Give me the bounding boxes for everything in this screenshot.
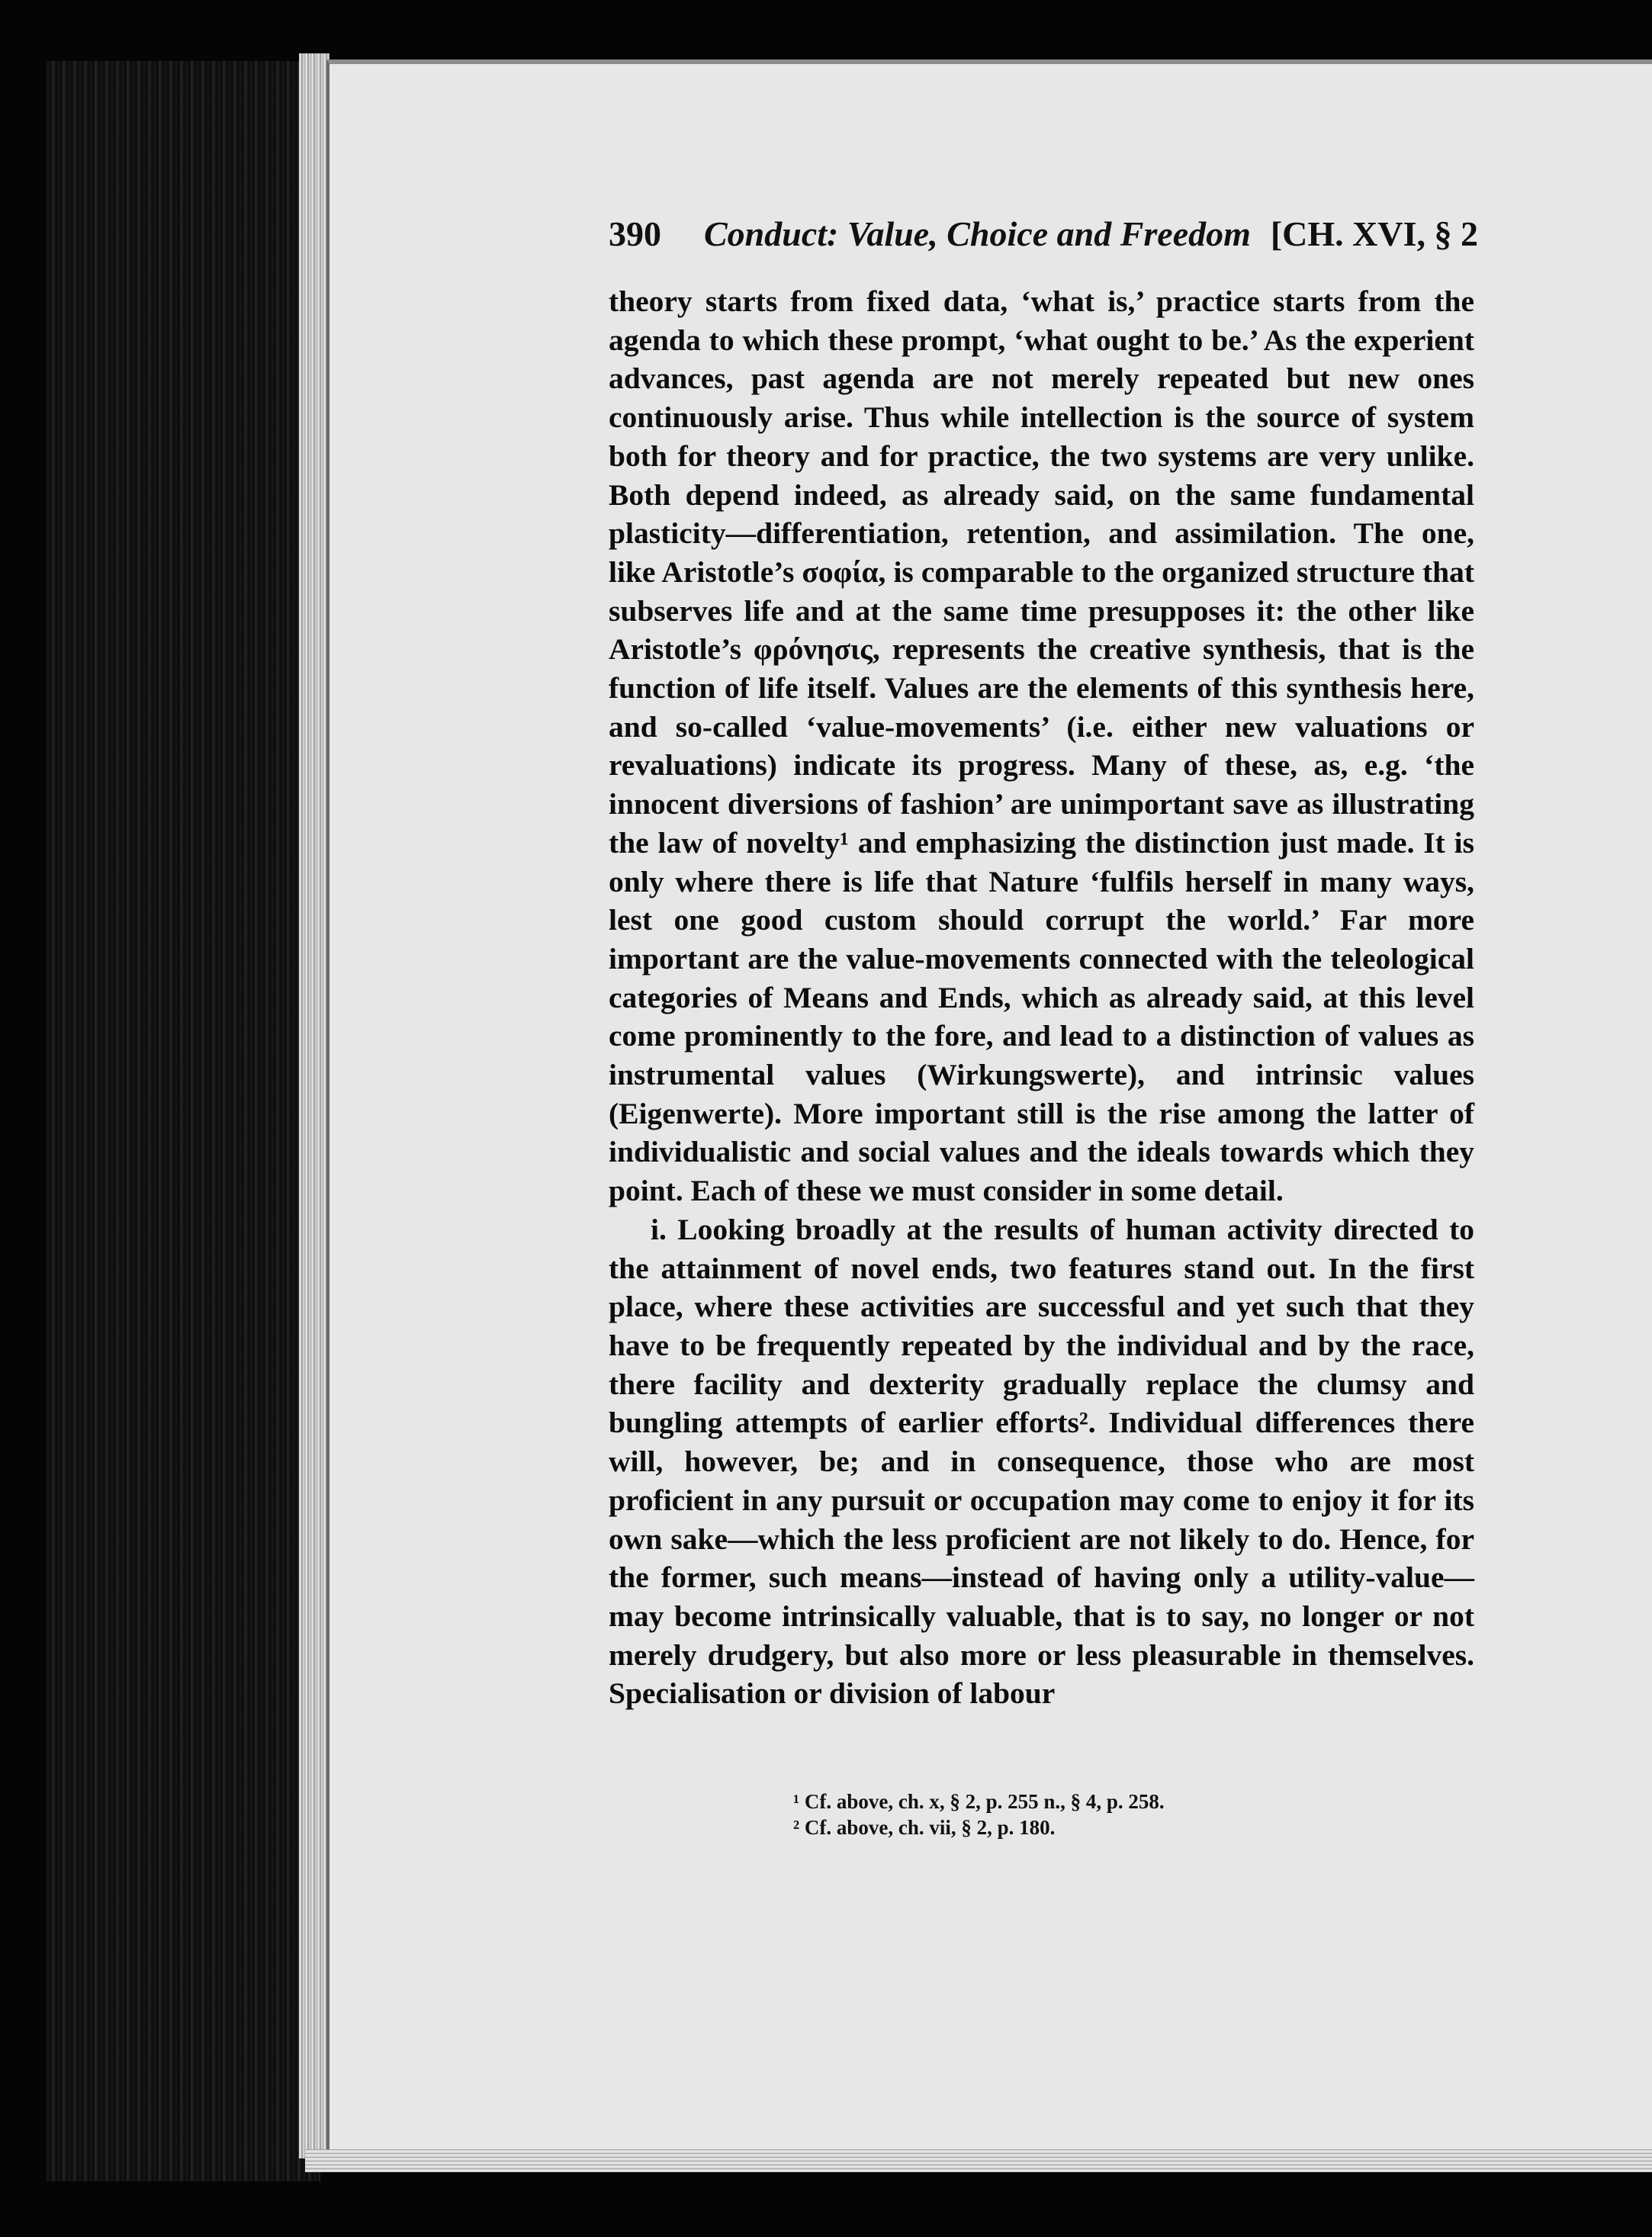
footnote: ¹ Cf. above, ch. x, § 2, p. 255 n., § 4, p. 258. xyxy=(793,1790,1165,1813)
paragraph: theory starts from fixed data, ‘what is,’ practice starts from the agenda to which these prompt, ‘what ought to be.’ As the experient advances, past agenda are not merely repeated but new ones continuously arise. Thus while intellection is the source of system both for theory and for practice, the two systems are very unlike. Both depend indeed, as already said, on the same fundamental plasticity—differentiation, retention, and assimilation. The one, like Aristotle’s σοφία, is comparable to the organized structure that subserves life and at the same time presupposes it: the other like Aristotle’s φρόνησις, represents the creative synthesis, that is the function of life itself. Values are the elements of this synthesis here, and so-called ‘value-movements’ (i.e. either new valuations or revaluations) indicate its progress. Many of these, as, e.g. ‘the innocent diversions of fashion’ are unimportant save as illustrating the law of novelty¹ and emphasizing the distinction just made. It is only where there is life that Nature ‘fulfils herself in many ways, lest one good custom should corrupt the world.’ Far more important are the value-movements connected with the teleological categories of Means and Ends, which as already said, at this level come prominently to the fore, and lead to a distinction of values as instrumental values (Wirkungswerte), and intrinsic values (Eigenwerte). More important still is the rise among the latter of individualistic and social values and the ideals towards which they point. Each of these we must consider in some detail. xyxy=(609,284,1474,1208)
footnote: ² Cf. above, ch. vii, § 2, p. 180. xyxy=(793,1816,1056,1839)
page-bottom-edge xyxy=(305,2149,1652,2172)
running-header xyxy=(609,214,1478,267)
page-body xyxy=(609,282,1474,1713)
running-title: Conduct: Value, Choice and Freedom xyxy=(704,214,1251,253)
footnotes xyxy=(793,1789,1419,1840)
chapter-section: [CH. XVI, § 2 xyxy=(1270,214,1478,253)
page-edges xyxy=(299,53,329,2158)
page-number: 390 xyxy=(609,214,661,253)
paragraph: i. Looking broadly at the results of human activity directed to the attainment of novel ends, two features stand out. In the first place, where these activities are successful and yet such that they have to be frequently repeated by the individual and by the race, there facility and dexterity gradually replace the clumsy and bungling attempts of earlier efforts². Individual differences there will, however, be; and in consequence, those who are most proficient in any pursuit or occupation may come to enjoy it for its own sake—which the less proficient are not likely to do. Hence, for the former, such means—instead of having only a utility-value—may become intrinsically valuable, that is to say, no longer or not merely drudgery, but also more or less pleasurable in themselves. Specialisation or division of labour xyxy=(609,1212,1474,1711)
book-spine-shadow xyxy=(46,61,320,2181)
